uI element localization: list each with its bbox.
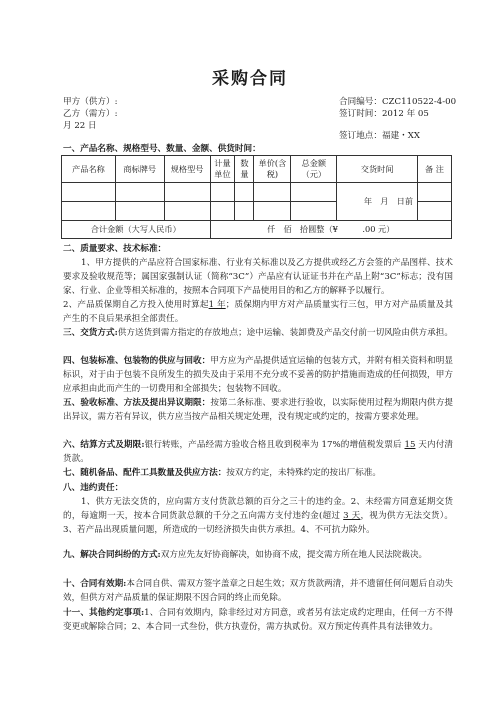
section-1-title: 一、产品名称、规格型号、数量、金额、供货时间： [63, 144, 261, 154]
header-remarks: 备 注 [418, 156, 452, 183]
sign-date-continued: 月 22 日 [63, 121, 97, 131]
header-unit-price: 单价(含税) [254, 156, 291, 183]
section-8-text: 1、供方无法交货的，应向需方支付货款总额的百分之三十的违约金。2、未经需方同意延期交货的，每逾期一天，按本合同货款总额的千分之五向需方支付违约金(超过 3 天，视为供方无法交货）。3、若产品出现质量问题，所造成的一切经济损失由供方承担。4、不可抗力除外。 [63, 497, 453, 535]
header-delivery-time: 交货时间 [337, 156, 418, 183]
section-6-title: 六、结算方式及期限: [63, 440, 145, 450]
section-7: 七、随机备品、配件工具数量及供应方法：按双方约定，未特殊约定的按出厂标准。 [63, 468, 381, 478]
section-3-title: 三、交货方式: [63, 328, 118, 338]
product-table [61, 155, 452, 239]
section-6: 六、结算方式及期限:银行转账，产品经需方验收合格且收到税率为 17%的增值税发票后 15 天内付清货款。 [63, 440, 453, 464]
table-row [62, 183, 452, 202]
delay-limit: 3 天 [343, 511, 361, 521]
header-product-name: 产品名称 [62, 156, 116, 183]
section-2-title: 二、质量要求、技术标准： [63, 244, 167, 254]
section-5: 五、验收标准、方法及提出异议期限：按第二条标准、要求进行验收，以实际使用过程为期限内供方提出异议，需方若有异议，供方应当按产品相关规定处理，没有规定或约定的，按需方要求处理。 [63, 398, 453, 422]
page-title: 采购合同 [212, 69, 288, 89]
sign-time: 签订时间：2012 年 05 [339, 109, 429, 119]
party-a-label: 甲方（供方）: [63, 97, 118, 107]
total-label: 合计金额（大写人民币） [62, 221, 211, 239]
section-8-title: 八、违约责任： [63, 483, 124, 493]
section-9: 九、解决合同纠纷的方式:双方应先友好协商解决，如协商不成，提交需方所在地人民法院裁决。 [63, 550, 428, 560]
section-10-title: 十、合同有效期: [63, 579, 127, 589]
section-11-title: 十一、其他约定事项: [63, 608, 145, 618]
section-11: 十一、其他约定事项:1、合同有效期内，除非经过对方同意，或者另有法定成约定理由，任何一方不得变更或解除合同；2、本合同一式叁份，供方执壹份，需方执贰份。双方预定传真件具有法律效力。 [63, 608, 453, 632]
section-2-para-2: 2、产品质保期自乙方投入使用时算起1 年；质保期内甲方对产品质量实行三包，甲方对产品质量及其产生的不良后果承担全部责任。 [63, 300, 453, 324]
table-header-row [62, 156, 452, 183]
header-quantity: 数量 [235, 156, 254, 183]
delivery-date-cell: 年 月 日前 [337, 183, 418, 221]
payment-days: 15 [404, 440, 416, 450]
total-value: 仟 佰 拾圆整（¥ .00 元） [210, 221, 451, 239]
sign-place: 签订地点：福建・XX [339, 131, 420, 141]
section-7-title: 七、随机备品、配件工具数量及供应方法： [63, 468, 227, 478]
section-3: 三、交货方式:供方送货到需方指定的存放地点；途中运输、装卸费及产品交付前一切风险由供方承担。 [63, 328, 453, 338]
header-brand: 商标牌号 [115, 156, 164, 183]
section-10: 十、合同有效期:本合同自供、需双方签字盖章之日起生效；双方货款两清，并不遗留任何问题后自动失效，但供方对产品质量的保证期限不因合同的终止而免除。 [63, 579, 453, 603]
warranty-period: 1 年 [208, 300, 226, 310]
section-4-title: 四、包装标准、包装物的供应与回收： [63, 356, 211, 366]
section-2-para-1: 1、甲方提供的产品应符合国家标准、行业有关标准以及乙方提供或经乙方会签的产品图样、技术要求及验收规范等；属国家强制认证（简称“3C”）产品应有认证证书并在产品上附“3C”标志；没有国家、行业、企业等相关标准的，按照本合同项下产品使用目的和乙方的解释予以履行。 [63, 258, 453, 296]
contract-number: 合同编号：CZC110522-4-00 [339, 97, 457, 107]
party-b-label: 乙方（需方）: [63, 109, 118, 119]
section-9-title: 九、解决合同纠纷的方式: [63, 550, 161, 560]
header-unit: 计量单位 [210, 156, 235, 183]
header-model: 规格型号 [164, 156, 210, 183]
section-5-title: 五、验收标准、方法及提出异议期限： [63, 398, 211, 408]
header-total-amount: 总金额（元） [291, 156, 337, 183]
total-row [62, 221, 452, 239]
section-4: 四、包装标准、包装物的供应与回收：甲方应为产品提供适宜运输的包装方式，并附有相关资料和明显标识，对于由于包装不良所发生的损失及由于采用不充分或不妥善的防护措施而造成的任何损毁，甲方应承担由此而产生的一切费用和全部损失；包装物不回收。 [63, 356, 453, 394]
